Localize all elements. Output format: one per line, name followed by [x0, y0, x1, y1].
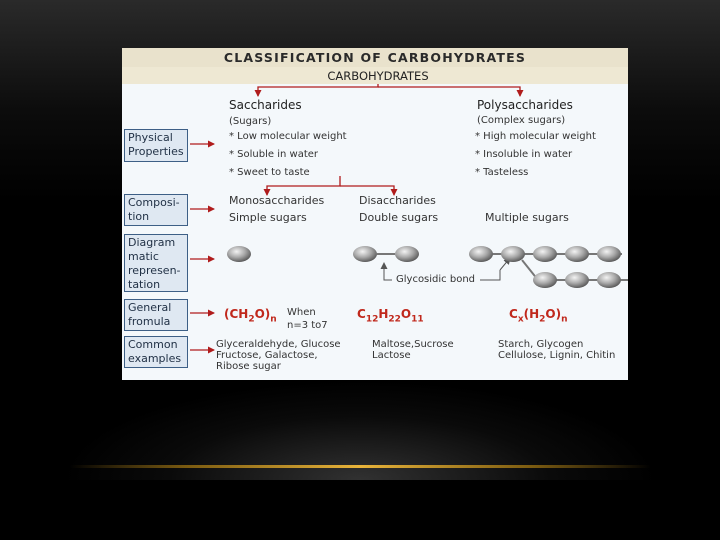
saccharides-prop-1: * Low molecular weight — [229, 131, 347, 142]
monosaccharides-desc: Simple sugars — [229, 211, 307, 224]
disaccharide-units — [353, 246, 419, 262]
disaccharides-label: Disaccharides — [359, 194, 436, 207]
arrow-to-polysaccharides — [378, 87, 520, 96]
polysaccharides-prop-1: * High molecular weight — [475, 131, 596, 142]
arrow-to-saccharides — [258, 84, 378, 96]
saccharides-prop-2: * Soluble in water — [229, 149, 319, 160]
polysaccharides-subheading: (Complex sugars) — [477, 115, 566, 126]
examples-di-line-2: Lactose — [372, 350, 411, 361]
row-label-general-formula: General fromula — [124, 299, 188, 331]
examples-poly-line-2: Cellulose, Lignin, Chitin — [498, 350, 616, 361]
monosaccharide-unit — [227, 246, 251, 262]
polysaccharides-desc: Multiple sugars — [485, 211, 569, 224]
polysaccharides-prop-2: * Insoluble in water — [475, 149, 573, 160]
polysaccharides-prop-3: * Tasteless — [475, 167, 529, 178]
examples-di-line-1: Maltose,Sucrose — [372, 339, 454, 350]
diagram-title: CLASSIFICATION OF CARBOHYDRATES — [223, 50, 527, 65]
formula-when: When — [287, 307, 316, 318]
examples-mono-line-1: Glyceraldehyde, Glucose — [216, 339, 341, 350]
examples-mono-line-2: Fructose, Galactose, — [216, 350, 318, 361]
saccharides-prop-3: * Sweet to taste — [229, 167, 310, 178]
disaccharides-desc: Double sugars — [359, 211, 439, 224]
decorative-gold-line — [70, 465, 650, 468]
bond-pointer-di — [384, 263, 392, 280]
examples-poly-line-1: Starch, Glycogen — [498, 339, 584, 350]
glycosidic-bond-label: Glycosidic bond — [396, 274, 476, 285]
row-label-common-examples: Common examples — [124, 336, 188, 368]
bond-pointer-poly — [480, 270, 500, 280]
row-label-physical-properties: Physical Properties — [124, 129, 188, 162]
polysaccharides-heading: Polysaccharides — [477, 98, 573, 112]
formula-monosaccharide: $(CH_2O)_n$ — [224, 307, 277, 325]
row-label-composition: Composi- tion — [124, 194, 188, 226]
formula-disaccharide: $C_{12}H_{22}O_{11}$ — [357, 307, 424, 325]
row-label-diagrammatic: Diagram matic represen- tation — [124, 234, 188, 292]
saccharides-heading: Saccharides — [229, 98, 302, 112]
formula-n-range: n=3 to7 — [287, 320, 328, 331]
examples-mono-line-3: Ribose sugar — [216, 361, 281, 372]
carbohydrate-classification-diagram — [122, 48, 628, 380]
polysaccharide-units — [469, 246, 628, 288]
saccharides-subheading: (Sugars) — [229, 116, 272, 127]
formula-polysaccharide: $C_x(H_2O)_n$ — [509, 307, 568, 325]
arrow-to-monosaccharides — [267, 176, 340, 195]
monosaccharides-label: Monosaccharides — [229, 194, 325, 207]
root-node: CARBOHYDRATES — [327, 69, 429, 83]
